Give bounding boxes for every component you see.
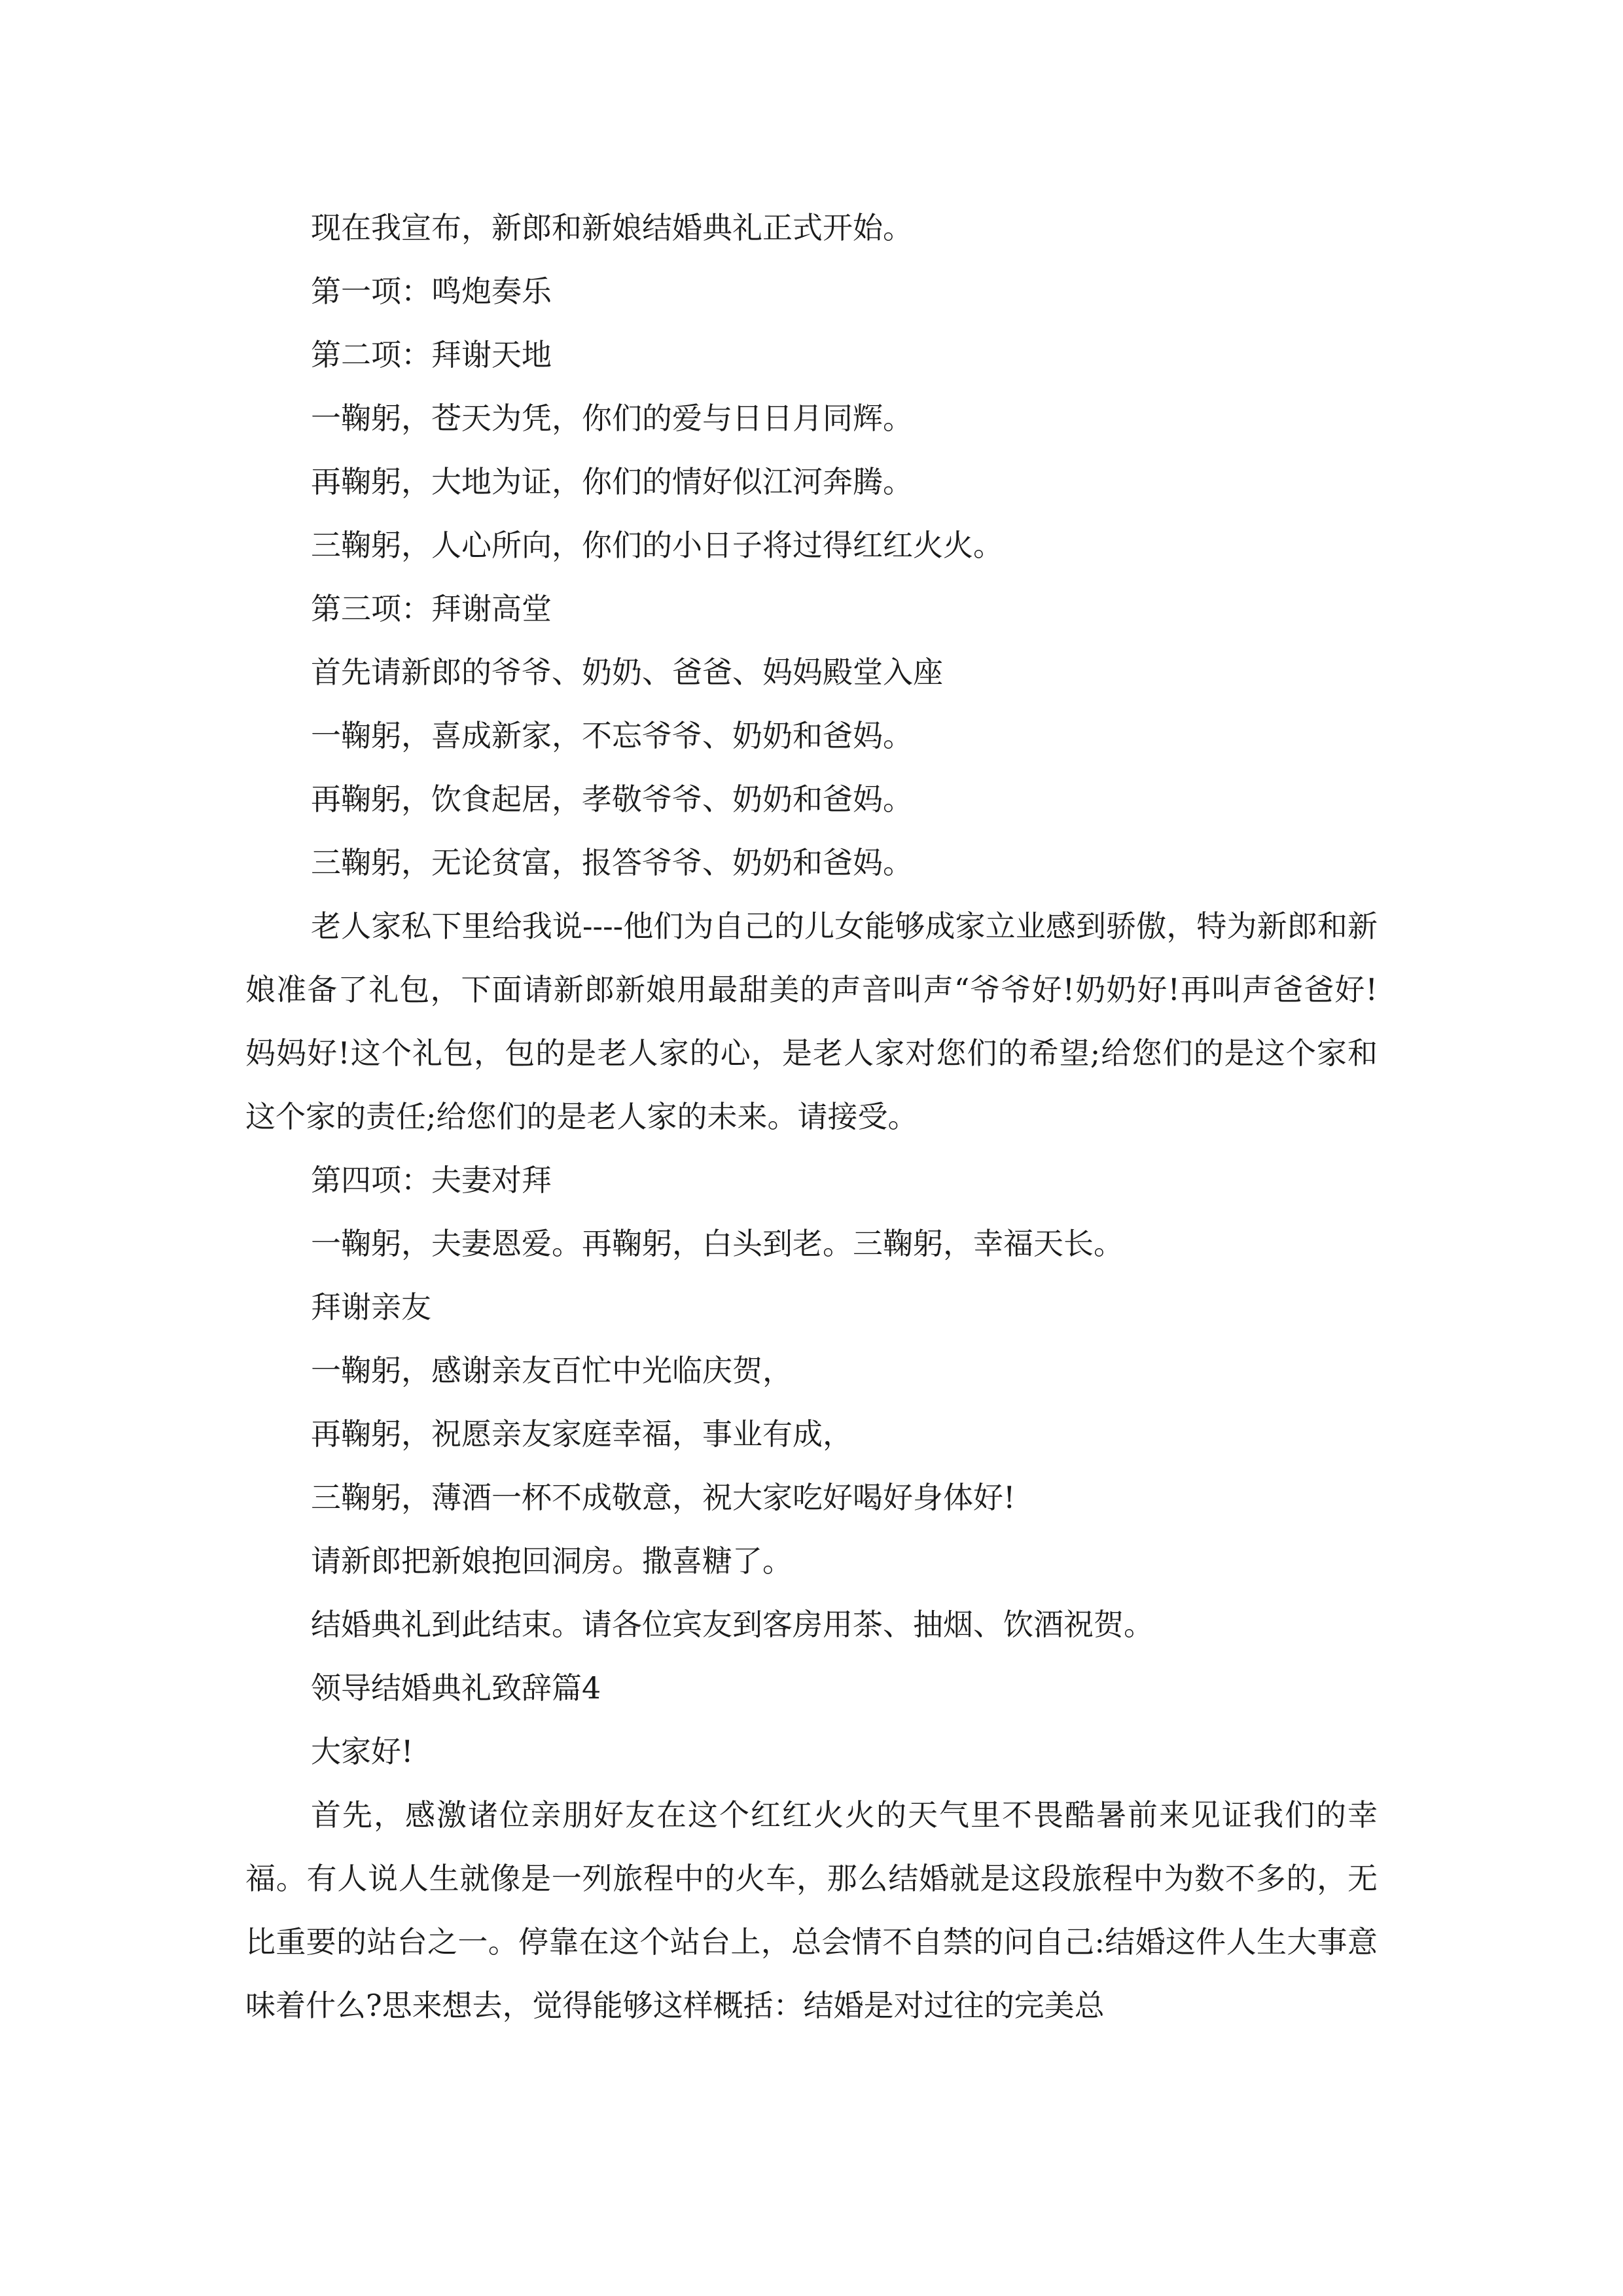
text-line: 三鞠躬，无论贫富，报答爷爷、奶奶和爸妈。 — [311, 845, 913, 880]
text-line: 现在我宣布，新郎和新娘结婚典礼正式开始。 — [311, 210, 913, 245]
text-line: 三鞠躬，人心所向，你们的小日子将过得红红火火。 — [311, 528, 1003, 563]
text-line: 一鞠躬，喜成新家，不忘爷爷、奶奶和爸妈。 — [311, 718, 913, 753]
section-heading: 第一项：鸣炮奏乐 — [311, 274, 552, 309]
section-heading: 拜谢亲友 — [311, 1289, 431, 1325]
text-line: 一鞠躬，苍天为凭，你们的爱与日日月同辉。 — [311, 401, 913, 436]
text-line: 一鞠躬，夫妻恩爱。再鞠躬，白头到老。三鞠躬，幸福天长。 — [311, 1226, 1124, 1261]
text-line: 一鞠躬，感谢亲友百忙中光临庆贺， — [311, 1353, 793, 1388]
document-body — [245, 196, 1378, 2037]
text-line: 结婚典礼到此结束。请各位宾友到客房用茶、抽烟、饮酒祝贺。 — [311, 1607, 1154, 1642]
text-line: 三鞠躬，薄酒一杯不成敬意，祝大家吃好喝好身体好! — [311, 1480, 1016, 1515]
body-paragraph: 首先，感激诸位亲朋好友在这个红红火火的天气里不畏酷暑前来见证我们的幸福。有人说人生就像是一列旅程中的火车，那么结婚就是这段旅程中为数不多的，无比重要的站台之一。停靠在这个站台上，总会情不自禁的问自己:结婚这件人生大事意味着什么?思来想去，觉得能够这样概括：结婚是对过往的完美总 — [245, 1797, 1378, 2023]
text-line: 请新郎把新娘抱回洞房。撒喜糖了。 — [311, 1543, 793, 1579]
text-line: 再鞠躬，饮食起居，孝敬爷爷、奶奶和爸妈。 — [311, 781, 913, 817]
text-line: 再鞠躬，祝愿亲友家庭幸福，事业有成， — [311, 1416, 853, 1452]
section-heading: 第二项：拜谢天地 — [311, 337, 552, 372]
text-line: 再鞠躬，大地为证，你们的情好似江河奔腾。 — [311, 464, 913, 499]
article-title: 领导结婚典礼致辞篇4 — [311, 1670, 601, 1706]
section-heading: 第四项：夫妻对拜 — [311, 1162, 552, 1198]
text-line: 首先请新郎的爷爷、奶奶、爸爸、妈妈殿堂入座 — [311, 655, 943, 690]
section-heading: 第三项：拜谢高堂 — [311, 591, 552, 626]
body-paragraph: 老人家私下里给我说----他们为自己的儿女能够成家立业感到骄傲，特为新郎和新娘准备了礼包，下面请新郎新娘用最甜美的声音叫声“爷爷好!奶奶好!再叫声爸爸好!妈妈好!这个礼包，包的是老人家的心，是老人家对您们的希望;给您们的是这个家和这个家的责任;给您们的是老人家的未来。请接受。 — [245, 908, 1378, 1134]
greeting-line: 大家好! — [311, 1734, 414, 1769]
